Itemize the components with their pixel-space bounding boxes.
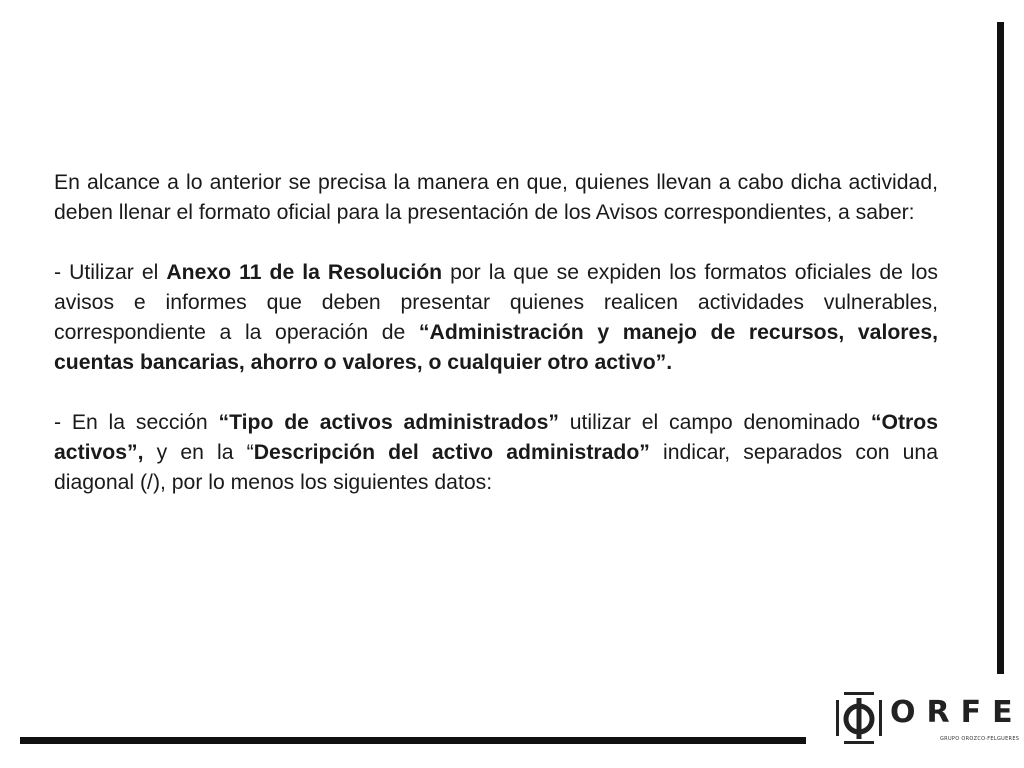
paragraph-seccion	[54, 408, 938, 498]
text-segment: - En la sección	[54, 411, 219, 434]
logo-wordmark: ORFE	[890, 695, 1024, 730]
text-segment-bold: Anexo 11 de la Resolución	[166, 261, 443, 284]
body-text	[54, 168, 938, 498]
paragraph-intro	[54, 168, 938, 228]
text-segment-bold: “Tipo de activos administrados”	[218, 411, 559, 434]
text-segment: indicar, separados con una diagonal (/), por lo menos los siguientes datos:	[54, 441, 938, 494]
text-segment-bold: “Otros activos”,	[54, 411, 938, 464]
text-segment-bold: “Administración y manejo de recursos, valores, cuentas bancarias, ahorro o valores, o cualquier otro activo”.	[54, 321, 938, 374]
orfe-emblem-icon	[836, 692, 882, 744]
text-segment: por la que se expiden los formatos oficiales de los avisos e informes que deben presentar quienes realicen actividades vulnerables, correspondiente a la operación de	[54, 261, 938, 344]
text-segment: En alcance a lo anterior se precisa la manera en que, quienes llevan a cabo dicha actividad, deben llenar el formato oficial para la presentación de los Avisos correspondientes, a saber:	[54, 171, 938, 224]
paragraph-anexo	[54, 258, 938, 378]
text-segment-bold: Descripción del activo administrado”	[253, 441, 650, 464]
text-segment: - Utilizar el	[54, 261, 167, 284]
right-vertical-rule	[997, 22, 1004, 674]
logo-tagline: GRUPO OROZCO·FELGUERES	[940, 736, 1020, 742]
orfe-logo	[836, 692, 1024, 748]
text-segment: utilizar el campo denominado	[558, 411, 871, 434]
bottom-horizontal-rule	[20, 737, 806, 744]
text-segment: y en la “	[143, 441, 254, 464]
